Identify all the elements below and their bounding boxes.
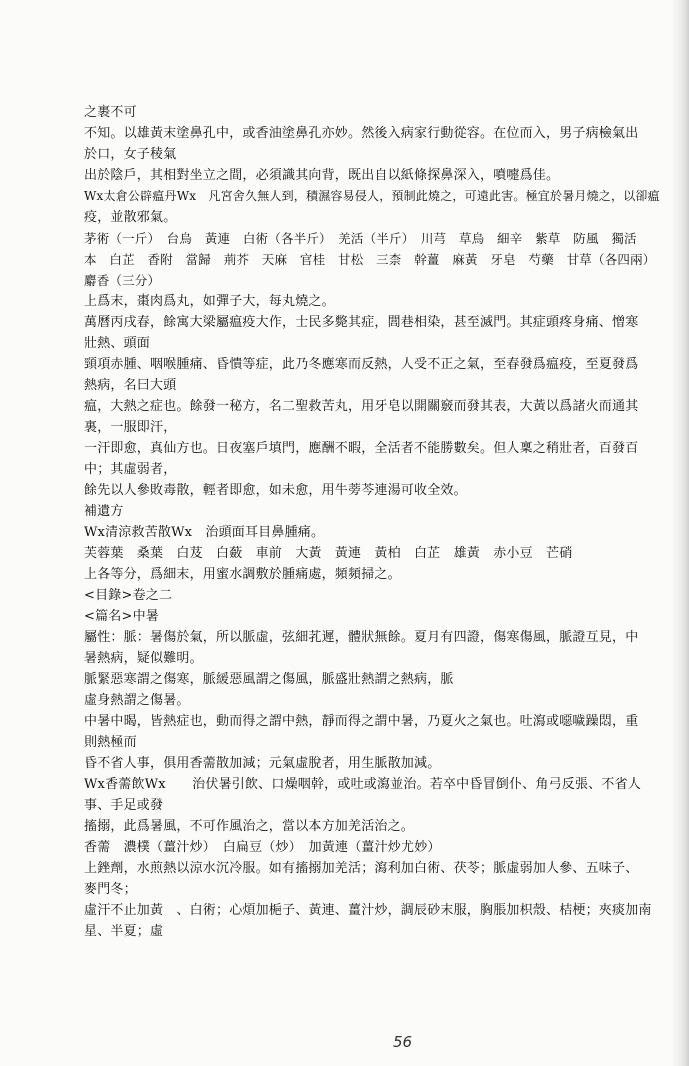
text-line: 出於陰戶，其相對坐立之間，必須識其向背，既出自以紙條探鼻深入，噴嚏爲佳。 xyxy=(84,168,560,183)
catalog-heading: <目錄>卷之二 xyxy=(84,588,173,603)
text-line: 萬曆丙戌春，餘寓大梁屬瘟疫大作，士民多斃其症，閭巷相染，甚至滅門。其症頭疼身痛、憎寒 xyxy=(84,315,639,330)
page-number: 56 xyxy=(393,1033,413,1051)
text-line: 昏不省人事，俱用香薷散加減；元氣虛脫者，用生脈散加減。 xyxy=(84,756,441,771)
text-line: 茅術（一斤） 台烏 黃連 白術（各半斤） 羌活（半斤） 川芎 草烏 細辛 紫草 防風 獨活 xyxy=(84,231,637,246)
text-line: Wx香薷飲Wx 治伏暑引飲、口燥咽幹，或吐或瀉並治。若卒中昏冒倒仆、角弓反張、不省人 xyxy=(84,777,641,792)
text-line: 屬性：脈：暑傷於氣，所以脈虛，弦細芤遲，體狀無餘。夏月有四證，傷寒傷風，脈證互見，中 xyxy=(84,630,639,645)
text-line: 暑熱病，疑似難明。 xyxy=(84,651,203,666)
page-text-block xyxy=(84,102,670,942)
text-line: 脈緊惡寒謂之傷寒，脈緩惡風謂之傷風，脈盛壯熱謂之熱病，脈 xyxy=(84,672,454,687)
text-line: 中；其虛弱者， xyxy=(84,462,177,477)
text-line: 之裹不可 xyxy=(84,105,137,120)
text-line: 上銼劑，水煎熱以涼水沉冷服。如有搐搦加羌活；瀉利加白術、茯苓；脈虛弱加人參、五味子、 xyxy=(84,861,639,876)
text-line: 一汗即愈，真仙方也。日夜塞戶填門，應酬不暇，全活者不能勝數矣。但人稟之稍壯者，百發百 xyxy=(84,441,639,456)
text-line: 中暑中暍，皆熱症也，動而得之謂中熱，靜而得之謂中暑，乃夏火之氣也。吐瀉或噁噦躁悶，重 xyxy=(84,714,639,729)
text-line: 不知。以雄黃末塗鼻孔中，或香油塗鼻孔亦妙。然後入病家行動從容。在位而入，男子病檢氣出 xyxy=(84,126,639,141)
text-line: 虛汗不止加黃 、白術；心煩加梔子、黃連、薑汁炒，調辰砂末服，胸脹加枳殼、桔梗；夾痰加南 xyxy=(84,903,652,918)
text-line: 麥門冬； xyxy=(84,882,137,897)
text-line: 香薷 濃樸（薑汁炒） 白扁豆（炒） 加黃連（薑汁炒尤妙） xyxy=(84,840,441,855)
text-line: 疫，並散邪氣。 xyxy=(84,210,177,225)
chapter-heading: <篇名>中暑 xyxy=(84,609,159,624)
text-line: 瘟，大熱之症也。餘發一秘方，名二聖救苦丸，用牙皂以開關竅而發其表，大黃以爲諸火而通其 xyxy=(84,399,639,414)
text-line: 頸項赤腫、咽喉腫痛、昏憒等症，此乃冬應寒而反熱，人受不正之氣，至春發爲瘟疫，至夏發爲 xyxy=(84,357,639,372)
text-line: 芙蓉葉 桑葉 白芨 白蘞 車前 大黃 黃連 黃柏 白芷 雄黃 赤小豆 芒硝 xyxy=(84,546,573,561)
text-line: 虛身熱謂之傷暑。 xyxy=(84,693,190,708)
text-line: 熱病，名曰大頭 xyxy=(84,378,177,393)
text-line: 星、半夏；虛 xyxy=(84,924,164,939)
page-edge-shadow xyxy=(671,0,689,1066)
text-line: 餘先以人參敗毒散，輕者即愈，如未愈，用牛蒡芩連湯可收全效。 xyxy=(84,483,467,498)
text-line: 上各等分，爲細末，用蜜水調敷於腫痛處，頻頻掃之。 xyxy=(84,567,401,582)
text-line: 於口，女子稜氣 xyxy=(84,147,177,162)
text-line: Wx太倉公辟瘟丹Wx 凡宮舍久無人到，積濕容易侵人，預制此燒之，可遠此害。極宜於暑月燒之，以卻瘟 xyxy=(84,189,660,203)
text-line: 壯熱、頭面 xyxy=(84,336,151,351)
text-line: 上爲末，棗肉爲丸，如彈子大，每丸燒之。 xyxy=(84,294,335,309)
text-line: 搐搦，此爲暑風，不可作風治之，當以本方加羌活治之。 xyxy=(84,819,415,834)
text-line: Wx清涼救苦散Wx 治頭面耳目鼻腫痛。 xyxy=(84,525,325,540)
section-heading: 補遺方 xyxy=(84,504,124,519)
text-line: 則熱極而 xyxy=(84,735,137,750)
text-line: 本 白芷 香附 當歸 荊芥 天麻 官桂 甘松 三柰 幹薑 麻黃 牙皂 芍藥 甘草（各四兩） 麝香（三分） xyxy=(84,252,662,288)
text-line: 裏，一服即汗， xyxy=(84,420,177,435)
text-line: 事、手足或發 xyxy=(84,798,164,813)
